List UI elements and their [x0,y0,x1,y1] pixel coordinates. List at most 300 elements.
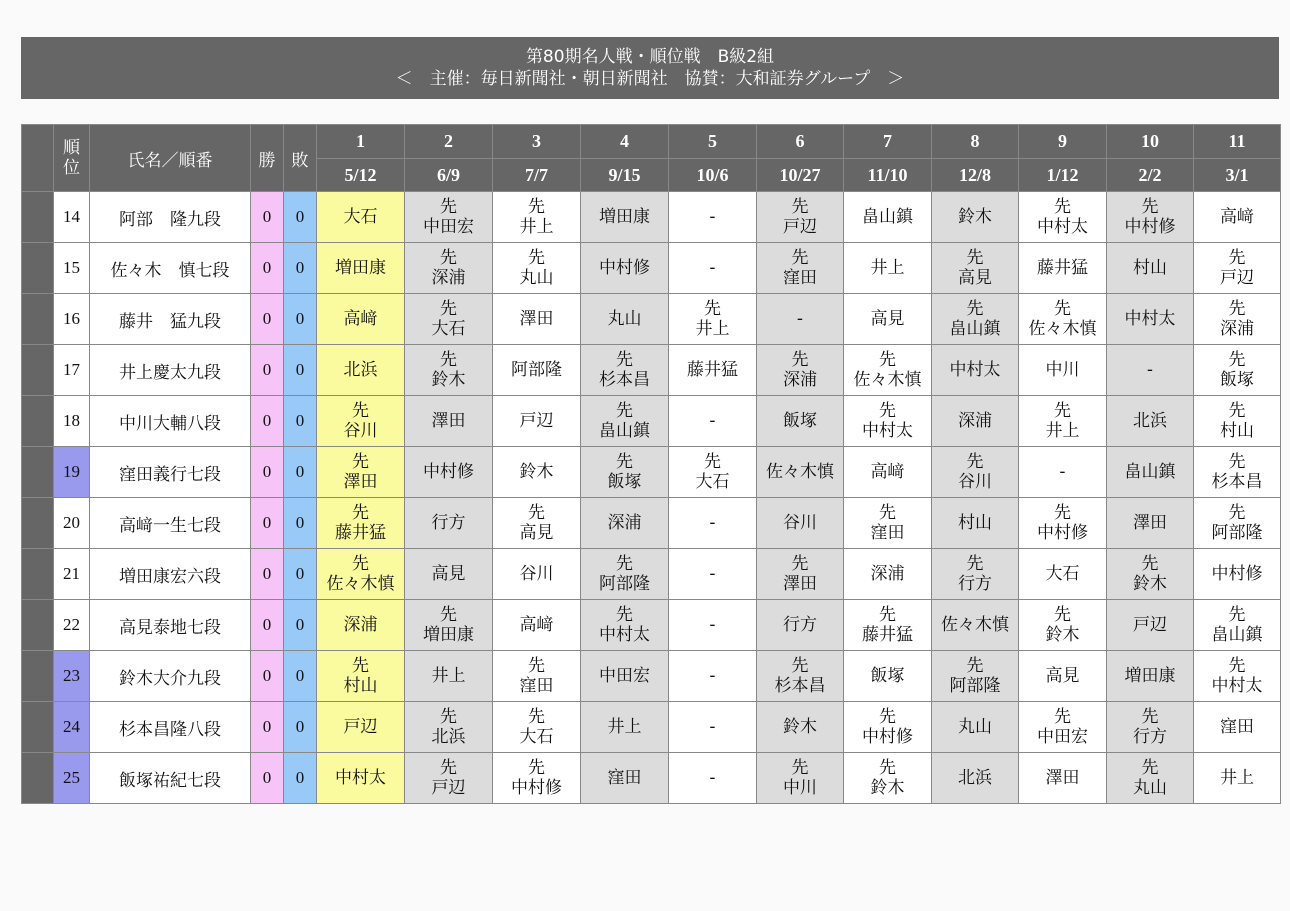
opponent-name: 中村太 [1124,309,1176,329]
round-date: 9/15 [581,159,669,192]
game-cell [1107,192,1194,243]
game-cell [1019,447,1107,498]
opponent-name: 高﨑 [870,462,905,482]
game-cell [581,345,669,396]
game-cell [405,753,493,804]
player-wins: 0 [251,294,284,345]
opponent-name: 飯塚 [1220,370,1254,390]
opponent-name: 中田宏 [599,666,650,686]
opponent-name: - [796,309,804,329]
round-date: 12/8 [932,159,1019,192]
game-cell [493,447,581,498]
opponent-name: 藤井猛 [862,625,913,645]
game-cell [581,702,669,753]
row-edge [22,600,54,651]
game-cell [1194,294,1281,345]
game-cell [844,396,932,447]
game-cell [1194,702,1281,753]
opponent-name: 戸辺 [519,411,554,431]
game-cell [1194,243,1281,294]
game-cell [1019,549,1107,600]
game-cell [844,600,932,651]
first-move-mark: 先 [528,248,545,268]
game-cell [1194,345,1281,396]
game-cell [317,498,405,549]
first-move-mark: 先 [528,197,545,217]
opponent-name: 阿部隆 [511,360,562,380]
game-cell [844,498,932,549]
table-row [22,192,1281,243]
opponent-name: 増田康 [335,258,386,278]
game-cell [1019,651,1107,702]
game-cell [1194,549,1281,600]
opponent-name: 北浜 [958,768,992,788]
opponent-name: 深浦 [431,268,466,288]
opponent-name: 大石 [695,472,730,492]
round-date: 3/1 [1194,159,1281,192]
player-wins: 0 [251,651,284,702]
opponent-name: 高見 [958,268,992,288]
opponent-name: 佐々木慎 [941,615,1009,635]
row-edge [22,651,54,702]
opponent-name: 中村修 [862,727,913,747]
opponent-name: 深浦 [958,411,992,431]
row-edge [22,753,54,804]
opponent-name: 杉本昌 [1211,472,1263,492]
game-cell [1019,345,1107,396]
game-cell [581,294,669,345]
game-cell [669,192,757,243]
player-name: 井上慶太九段 [90,345,251,396]
game-cell [669,600,757,651]
page-subtitle: ＜ 主催：毎日新聞社・朝日新聞社 協賛：大和証券グループ ＞ [395,69,905,89]
player-wins: 0 [251,702,284,753]
round-number: 1 [317,125,405,159]
row-edge [22,192,54,243]
first-move-mark: 先 [1228,605,1246,625]
game-cell [317,192,405,243]
first-move-mark: 先 [966,452,984,472]
first-move-mark: 先 [352,503,369,523]
game-cell [844,549,932,600]
game-cell [932,345,1019,396]
round-date: 7/7 [493,159,581,192]
opponent-name: 丸山 [958,717,992,737]
first-move-mark: 先 [791,758,809,778]
opponent-name: 深浦 [607,513,642,533]
opponent-name: 畠山鎮 [862,207,913,227]
opponent-name: 鈴木 [1133,574,1167,594]
first-move-mark: 先 [879,503,896,523]
first-move-mark: 先 [1228,248,1246,268]
opponent-name: 中村修 [423,462,474,482]
game-cell [757,549,844,600]
table-row [22,396,1281,447]
round-number: 8 [932,125,1019,159]
opponent-name: 鈴木 [783,717,817,737]
player-losses: 0 [284,345,317,396]
game-cell [757,294,844,345]
game-cell [405,345,493,396]
opponent-name: 大石 [431,319,466,339]
opponent-name: 杉本昌 [774,676,826,696]
table-row [22,447,1281,498]
opponent-name: - [1146,360,1154,380]
player-rank: 17 [54,345,90,396]
table-row [22,243,1281,294]
game-cell [493,294,581,345]
opponent-name: 中村修 [511,778,562,798]
opponent-name: - [709,513,716,533]
round-number: 3 [493,125,581,159]
opponent-name: 深浦 [343,615,378,635]
first-move-mark: 先 [1141,707,1159,727]
game-cell [757,447,844,498]
game-cell [493,243,581,294]
opponent-name: 澤田 [343,472,378,492]
opponent-name: 谷川 [783,513,817,533]
opponent-name: 高見 [519,523,554,543]
opponent-name: 村山 [343,676,378,696]
opponent-name: 深浦 [870,564,905,584]
first-move-mark: 先 [440,707,457,727]
player-rank: 25 [54,753,90,804]
game-cell [581,753,669,804]
first-move-mark: 先 [966,656,984,676]
first-move-mark: 先 [1141,758,1159,778]
table-row [22,294,1281,345]
opponent-name: 佐々木慎 [853,370,922,390]
round-date: 10/6 [669,159,757,192]
row-edge [22,702,54,753]
first-move-mark: 先 [1228,503,1246,523]
game-cell [493,651,581,702]
first-move-mark: 先 [616,605,633,625]
game-cell [844,294,932,345]
game-cell [1019,702,1107,753]
player-name: 杉本昌隆八段 [90,702,251,753]
opponent-name: 佐々木慎 [326,574,395,594]
opponent-name: 丸山 [607,309,642,329]
game-cell [493,702,581,753]
game-cell [1107,396,1194,447]
game-cell [1107,294,1194,345]
game-cell [493,600,581,651]
opponent-name: 行方 [783,615,817,635]
opponent-name: 澤田 [1045,768,1080,788]
opponent-name: 丸山 [1133,778,1167,798]
first-move-mark: 先 [616,452,633,472]
opponent-name: 中村修 [599,258,650,278]
player-name: 窪田義行七段 [90,447,251,498]
first-move-mark: 先 [1228,299,1246,319]
player-losses: 0 [284,396,317,447]
game-cell [932,447,1019,498]
game-cell [493,498,581,549]
player-name: 中川大輔八段 [90,396,251,447]
game-cell [317,345,405,396]
first-move-mark: 先 [1228,401,1246,421]
game-cell [669,447,757,498]
game-cell [757,192,844,243]
game-cell [844,651,932,702]
first-move-mark: 先 [879,401,896,421]
opponent-name: 中田宏 [423,217,474,237]
player-name: 藤井 猛九段 [90,294,251,345]
opponent-name: 深浦 [1220,319,1254,339]
opponent-name: 井上 [695,319,730,339]
game-cell [1019,753,1107,804]
opponent-name: - [1059,462,1066,482]
game-cell [405,294,493,345]
opponent-name: 畠山鎮 [1124,462,1176,482]
opponent-name: - [709,207,716,227]
first-move-mark: 先 [528,758,545,778]
game-cell [757,243,844,294]
opponent-name: 中村修 [1037,523,1088,543]
game-cell [669,549,757,600]
game-cell [932,702,1019,753]
game-cell [757,753,844,804]
round-date: 11/10 [844,159,932,192]
game-cell [1107,549,1194,600]
game-cell [669,396,757,447]
game-cell [405,651,493,702]
game-cell [844,702,932,753]
game-cell [317,396,405,447]
opponent-name: 中村太 [862,421,913,441]
opponent-name: 増田康 [599,207,650,227]
game-cell [844,447,932,498]
player-rank: 22 [54,600,90,651]
first-move-mark: 先 [879,707,896,727]
opponent-name: - [709,411,716,431]
player-losses: 0 [284,498,317,549]
round-date: 2/2 [1107,159,1194,192]
game-cell [844,345,932,396]
opponent-name: 大石 [519,727,554,747]
game-cell [1107,345,1194,396]
game-cell [844,192,932,243]
opponent-name: 行方 [1133,727,1167,747]
game-cell [844,243,932,294]
player-losses: 0 [284,702,317,753]
round-number: 10 [1107,125,1194,159]
opponent-name: 阿部隆 [1211,523,1263,543]
player-losses: 0 [284,753,317,804]
first-move-mark: 先 [879,605,896,625]
game-cell [581,498,669,549]
game-cell [669,345,757,396]
opponent-name: 井上 [870,258,905,278]
player-wins: 0 [251,600,284,651]
player-rank: 19 [54,447,90,498]
game-cell [1019,396,1107,447]
player-wins: 0 [251,753,284,804]
opponent-name: 谷川 [343,421,378,441]
game-cell [932,651,1019,702]
game-cell [757,651,844,702]
opponent-name: 中川 [783,778,817,798]
player-wins: 0 [251,243,284,294]
opponent-name: 村山 [1220,421,1254,441]
page-title: 第80期名人戦・順位戦 B級2組 [525,47,775,67]
player-rank: 14 [54,192,90,243]
opponent-name: 戸辺 [343,717,378,737]
header-name: 氏名／順番 [90,125,251,192]
player-name: 高﨑一生七段 [90,498,251,549]
opponent-name: 中田宏 [1037,727,1088,747]
table-row [22,498,1281,549]
opponent-name: 佐々木慎 [1028,319,1097,339]
game-cell [405,192,493,243]
game-cell [844,753,932,804]
player-losses: 0 [284,600,317,651]
player-losses: 0 [284,447,317,498]
first-move-mark: 先 [879,758,896,778]
game-cell [405,549,493,600]
first-move-mark: 先 [528,503,545,523]
row-edge [22,345,54,396]
opponent-name: 鈴木 [958,207,992,227]
first-move-mark: 先 [440,248,457,268]
first-move-mark: 先 [791,350,809,370]
opponent-name: 高見 [431,564,466,584]
opponent-name: 大石 [1045,564,1080,584]
game-cell [405,243,493,294]
opponent-name: 藤井猛 [687,360,738,380]
first-move-mark: 先 [791,554,809,574]
header-edge [22,125,54,192]
game-cell [1194,192,1281,243]
round-number: 4 [581,125,669,159]
league-table [21,124,1281,804]
game-cell [1019,498,1107,549]
game-cell [317,549,405,600]
first-move-mark: 先 [1141,554,1159,574]
player-rank: 15 [54,243,90,294]
game-cell [757,396,844,447]
opponent-name: 北浜 [431,727,466,747]
opponent-name: 藤井猛 [1037,258,1088,278]
opponent-name: 飯塚 [607,472,642,492]
opponent-name: 戸辺 [783,217,817,237]
row-edge [22,396,54,447]
player-rank: 16 [54,294,90,345]
opponent-name: 窪田 [519,676,554,696]
opponent-name: 鈴木 [519,462,554,482]
row-edge [22,294,54,345]
round-number: 2 [405,125,493,159]
game-cell [669,498,757,549]
player-name: 阿部 隆九段 [90,192,251,243]
first-move-mark: 先 [440,605,457,625]
game-cell [932,243,1019,294]
opponent-name: 飯塚 [783,411,817,431]
opponent-name: 増田康 [1124,666,1176,686]
game-cell [317,447,405,498]
first-move-mark: 先 [1054,299,1071,319]
game-cell [405,447,493,498]
table-row [22,702,1281,753]
opponent-name: 高見 [1045,666,1080,686]
table-row [22,651,1281,702]
round-number: 9 [1019,125,1107,159]
first-move-mark: 先 [440,197,457,217]
game-cell [1107,243,1194,294]
game-cell [317,600,405,651]
opponent-name: 北浜 [343,360,378,380]
game-cell [757,498,844,549]
first-move-mark: 先 [1054,401,1071,421]
game-cell [405,702,493,753]
game-cell [1107,447,1194,498]
game-cell [317,753,405,804]
first-move-mark: 先 [966,248,984,268]
first-move-mark: 先 [704,299,721,319]
opponent-name: 藤井猛 [335,523,386,543]
opponent-name: 中村修 [1124,217,1176,237]
round-number: 6 [757,125,844,159]
opponent-name: 中村太 [599,625,650,645]
game-cell [669,651,757,702]
game-cell [581,549,669,600]
first-move-mark: 先 [352,554,369,574]
player-losses: 0 [284,192,317,243]
opponent-name: 村山 [1133,258,1167,278]
opponent-name: 中村太 [335,768,386,788]
first-move-mark: 先 [704,452,721,472]
first-move-mark: 先 [1054,707,1071,727]
game-cell [757,345,844,396]
player-losses: 0 [284,651,317,702]
game-cell [317,651,405,702]
opponent-name: 深浦 [783,370,817,390]
player-wins: 0 [251,345,284,396]
opponent-name: 澤田 [431,411,466,431]
game-cell [493,549,581,600]
round-date: 6/9 [405,159,493,192]
opponent-name: 中川 [1045,360,1080,380]
opponent-name: 中村修 [1211,564,1263,584]
first-move-mark: 先 [791,248,809,268]
header-rank-label: 順位 [63,138,80,178]
opponent-name: 阿部隆 [949,676,1001,696]
game-cell [757,600,844,651]
game-cell [1019,294,1107,345]
game-cell [932,498,1019,549]
game-cell [581,651,669,702]
row-edge [22,498,54,549]
row-edge [22,549,54,600]
opponent-name: 丸山 [519,268,554,288]
first-move-mark: 先 [1054,605,1071,625]
first-move-mark: 先 [616,350,633,370]
first-move-mark: 先 [879,350,896,370]
round-number: 11 [1194,125,1281,159]
opponent-name: 井上 [607,717,642,737]
opponent-name: - [709,768,716,788]
opponent-name: 大石 [343,207,378,227]
game-cell [1107,702,1194,753]
game-cell [932,294,1019,345]
player-rank: 24 [54,702,90,753]
game-cell [581,600,669,651]
game-cell [317,243,405,294]
player-wins: 0 [251,396,284,447]
opponent-name: 高見 [870,309,905,329]
game-cell [1107,753,1194,804]
